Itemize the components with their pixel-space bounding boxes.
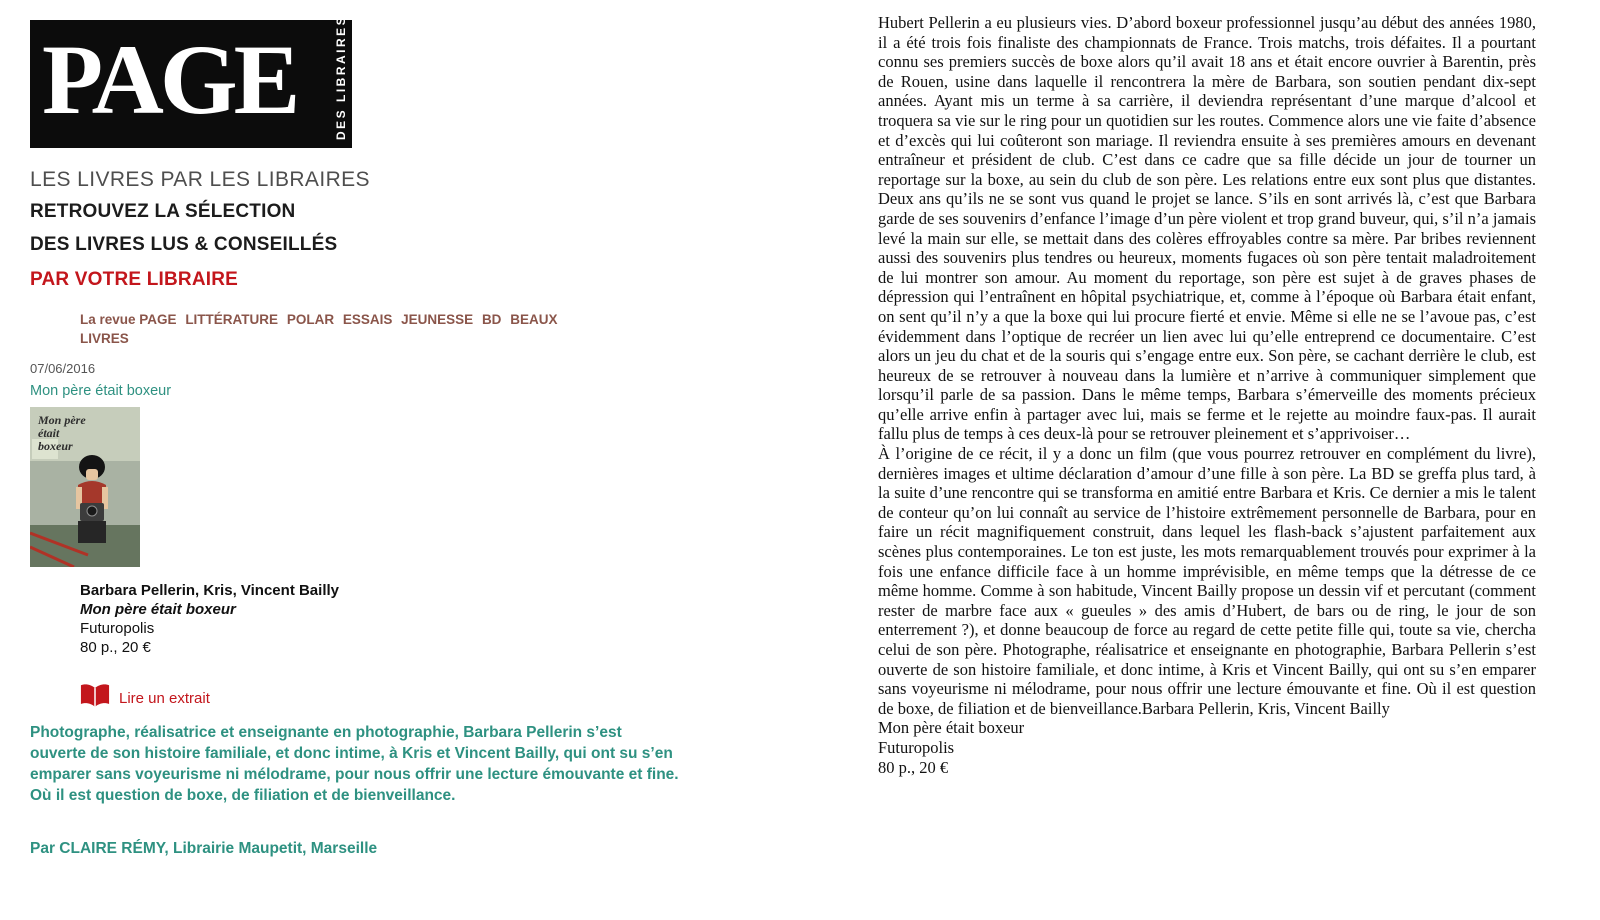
main-nav (80, 311, 600, 349)
logo-wordmark: PAGE (42, 24, 297, 135)
site-tagline-2: DES LIVRES LUS & CONSEILLÉS (30, 234, 338, 255)
extract-label: Lire un extrait (119, 689, 210, 707)
extract-link[interactable] (80, 683, 860, 710)
nav-item-litterature[interactable]: LITTÉRATURE (185, 312, 279, 327)
nav-item-essais[interactable]: ESSAIS (342, 312, 393, 327)
page-logo[interactable] (30, 14, 352, 148)
nav-item-bd[interactable]: BD (481, 312, 502, 327)
open-book-icon (80, 683, 110, 710)
review-details: 80 p., 20 € (878, 757, 949, 777)
cover-title-line: Mon père (38, 412, 86, 427)
book-cover-illustration (30, 407, 140, 567)
site-tagline-1: RETROUVEZ LA SÉLECTION (30, 201, 296, 222)
cover-title-line: était (38, 425, 60, 440)
book-title: Mon père était boxeur (80, 600, 236, 618)
article-title-link[interactable]: Mon père était boxeur (30, 382, 172, 399)
review-publisher: Futuropolis (878, 737, 955, 757)
site-tagline-3: PAR VOTRE LIBRAIRE (30, 269, 239, 290)
nav-item-polar[interactable]: POLAR (286, 312, 335, 327)
book-cover[interactable] (30, 407, 140, 567)
book-details: 80 p., 20 € (80, 638, 151, 656)
site-subtitle: LES LIVRES PAR LES LIBRAIRES (30, 168, 370, 191)
left-column (30, 14, 860, 858)
nav-item-beaux-livres[interactable]: BEAUX LIVRES (80, 312, 558, 346)
review-paragraph-2: À l’origine de ce récit, il y a donc un film (que vous pourrez retrouver en complément du livre), dernières images et ultime déclaration d’amour d’une fille à son père. La BD se greffa plus tard, à la suite d’une rencontre qui se transforma en amitié entre Barbara et Kris. Ce dernier a mis le talent de conteur qu’on lui connaît au service de l’histoire extrêmement personnelle de Barbara, pour en faire un récit magnifiquement construit, dans lequel les flash-back s’ajustent parfaitement aux scènes plus contemporaines. Le ton est juste, les mots remarquablement trouvés pour exprimer à la fois une enfance difficile face à un homme imprévisible, en même temps que la détresse de ce même homme. Comme à son habitude, Vincent Bailly propose un dessin vif et percutant (comment rester de marbre face aux « gueules » des amis d’Hubert, de bars ou de ring, le jour de son enterrement ?), et donne beaucoup de force au regard de cette petite fille qui, toute sa vie, chercha celui de son père. Photographe, réalisatrice et enseignante en photographie, Barbara Pellerin s’est ouverte de son histoire familiale, et donc intime, à Kris et Vincent Bailly, qui ont su s’en emparer sans voyeurisme ni mélodrame, pour nous offrir une lecture émouvante et fine. Où il est question de boxe, de filiation et de bienveillance.Barbara Pellerin, Kris, Vincent Bailly (878, 444, 1536, 718)
teaser-paragraph: Photographe, réalisatrice et enseignante en photographie, Barbara Pellerin s’est ouverte de son histoire familiale, et donc intime, à Kris et Vincent Bailly, qui ont su s’en emparer sans voyeurisme ni mélodrame, pour nous offrir une lecture émouvante et fine. Où il est question de boxe, de filiation et de bienveillance. (30, 723, 679, 804)
nav-item-jeunesse[interactable]: JEUNESSE (401, 312, 474, 327)
nav-item-la-revue-page[interactable]: La revue PAGE (80, 312, 177, 327)
logo-tagline: DES LIBRAIRES (334, 14, 348, 140)
review-column (878, 13, 1536, 777)
article-date: 07/06/2016 (30, 360, 96, 376)
review-book-title: Mon père était boxeur (878, 718, 1025, 738)
book-publisher: Futuropolis (80, 619, 155, 637)
review-paragraph-1: Hubert Pellerin a eu plusieurs vies. D’abord boxeur professionnel jusqu’au début des années 1980, il a été trois fois finaliste des championnats de France. Trois matchs, trois défaites. Il a pourtant connu ses premiers succès de boxe alors qu’il avait 18 ans et était encore ouvrier à Barentin, près de Rouen, usine dans laquelle il rencontrera la mère de Barbara, son soutien pendant dix-sept années. Ayant mis un terme à sa carrière, il deviendra représentant d’une marque d’alcool et troquera sa vie sur le ring pour un quotidien sur les routes. Commence alors une vie faite d’absence et d’excès qui lui coûteront son mariage. Il reviendra ensuite à ses premières amours en devenant entraîneur et président de club. C’est dans ce cadre que sa fille décide un jour de tourner un reportage sur la boxe, au sein du club de son père. Les relations entre eux sont plus que distantes. Deux ans qu’ils ne se sont vus quand le projet se lance. S’ils en sont arrivés là, c’est que Barbara garde de ses souvenirs d’enfance l’image d’un père violent et trop grand buveur, qui, s’il n’a jamais levé la main sur elle, se mettait dans des colères effroyables contre sa mère. Par bribes reviennent aussi des souvenirs plus tendres ou heureux, moments fugaces où son père tentait maladroitement de lui montrer son amour. Au moment du reportage, son père est sujet à de graves phases de dépression qui l’entraînent en hôpital psychiatrique, et, comme à l’époque où Barbara était enfant, on sent qu’il n’y a que la boxe qui lui procure fierté et envie. Même si elle ne se l’avoue pas, c’est évidemment dans l’optique de recréer un lien avec lui qu’elle entreprend ce documentaire. C’est alors un jeu du chat et de la souris qui s’engage entre eux. Son père, se cachant derrière le club, est heureux de se retrouver à nouveau dans la lumière et n’arrive à communiquer simplement que lorsqu’il parle de sa passion. Dans le même temps, Barbara s’émerveille des moments précieux qu’elle arrive enfin à partager avec lui, mais se ferme et le rejette au moindre faux-pas. Il aurait fallu plus de temps à ces deux-là pour se retrouver pleinement et s’apprivoiser… (878, 13, 1536, 444)
book-info (80, 581, 860, 657)
reviewer-byline: Par CLAIRE RÉMY, Librairie Maupetit, Marseille (30, 839, 378, 857)
book-authors: Barbara Pellerin, Kris, Vincent Bailly (80, 581, 339, 599)
cover-title-line: boxeur (38, 438, 73, 453)
